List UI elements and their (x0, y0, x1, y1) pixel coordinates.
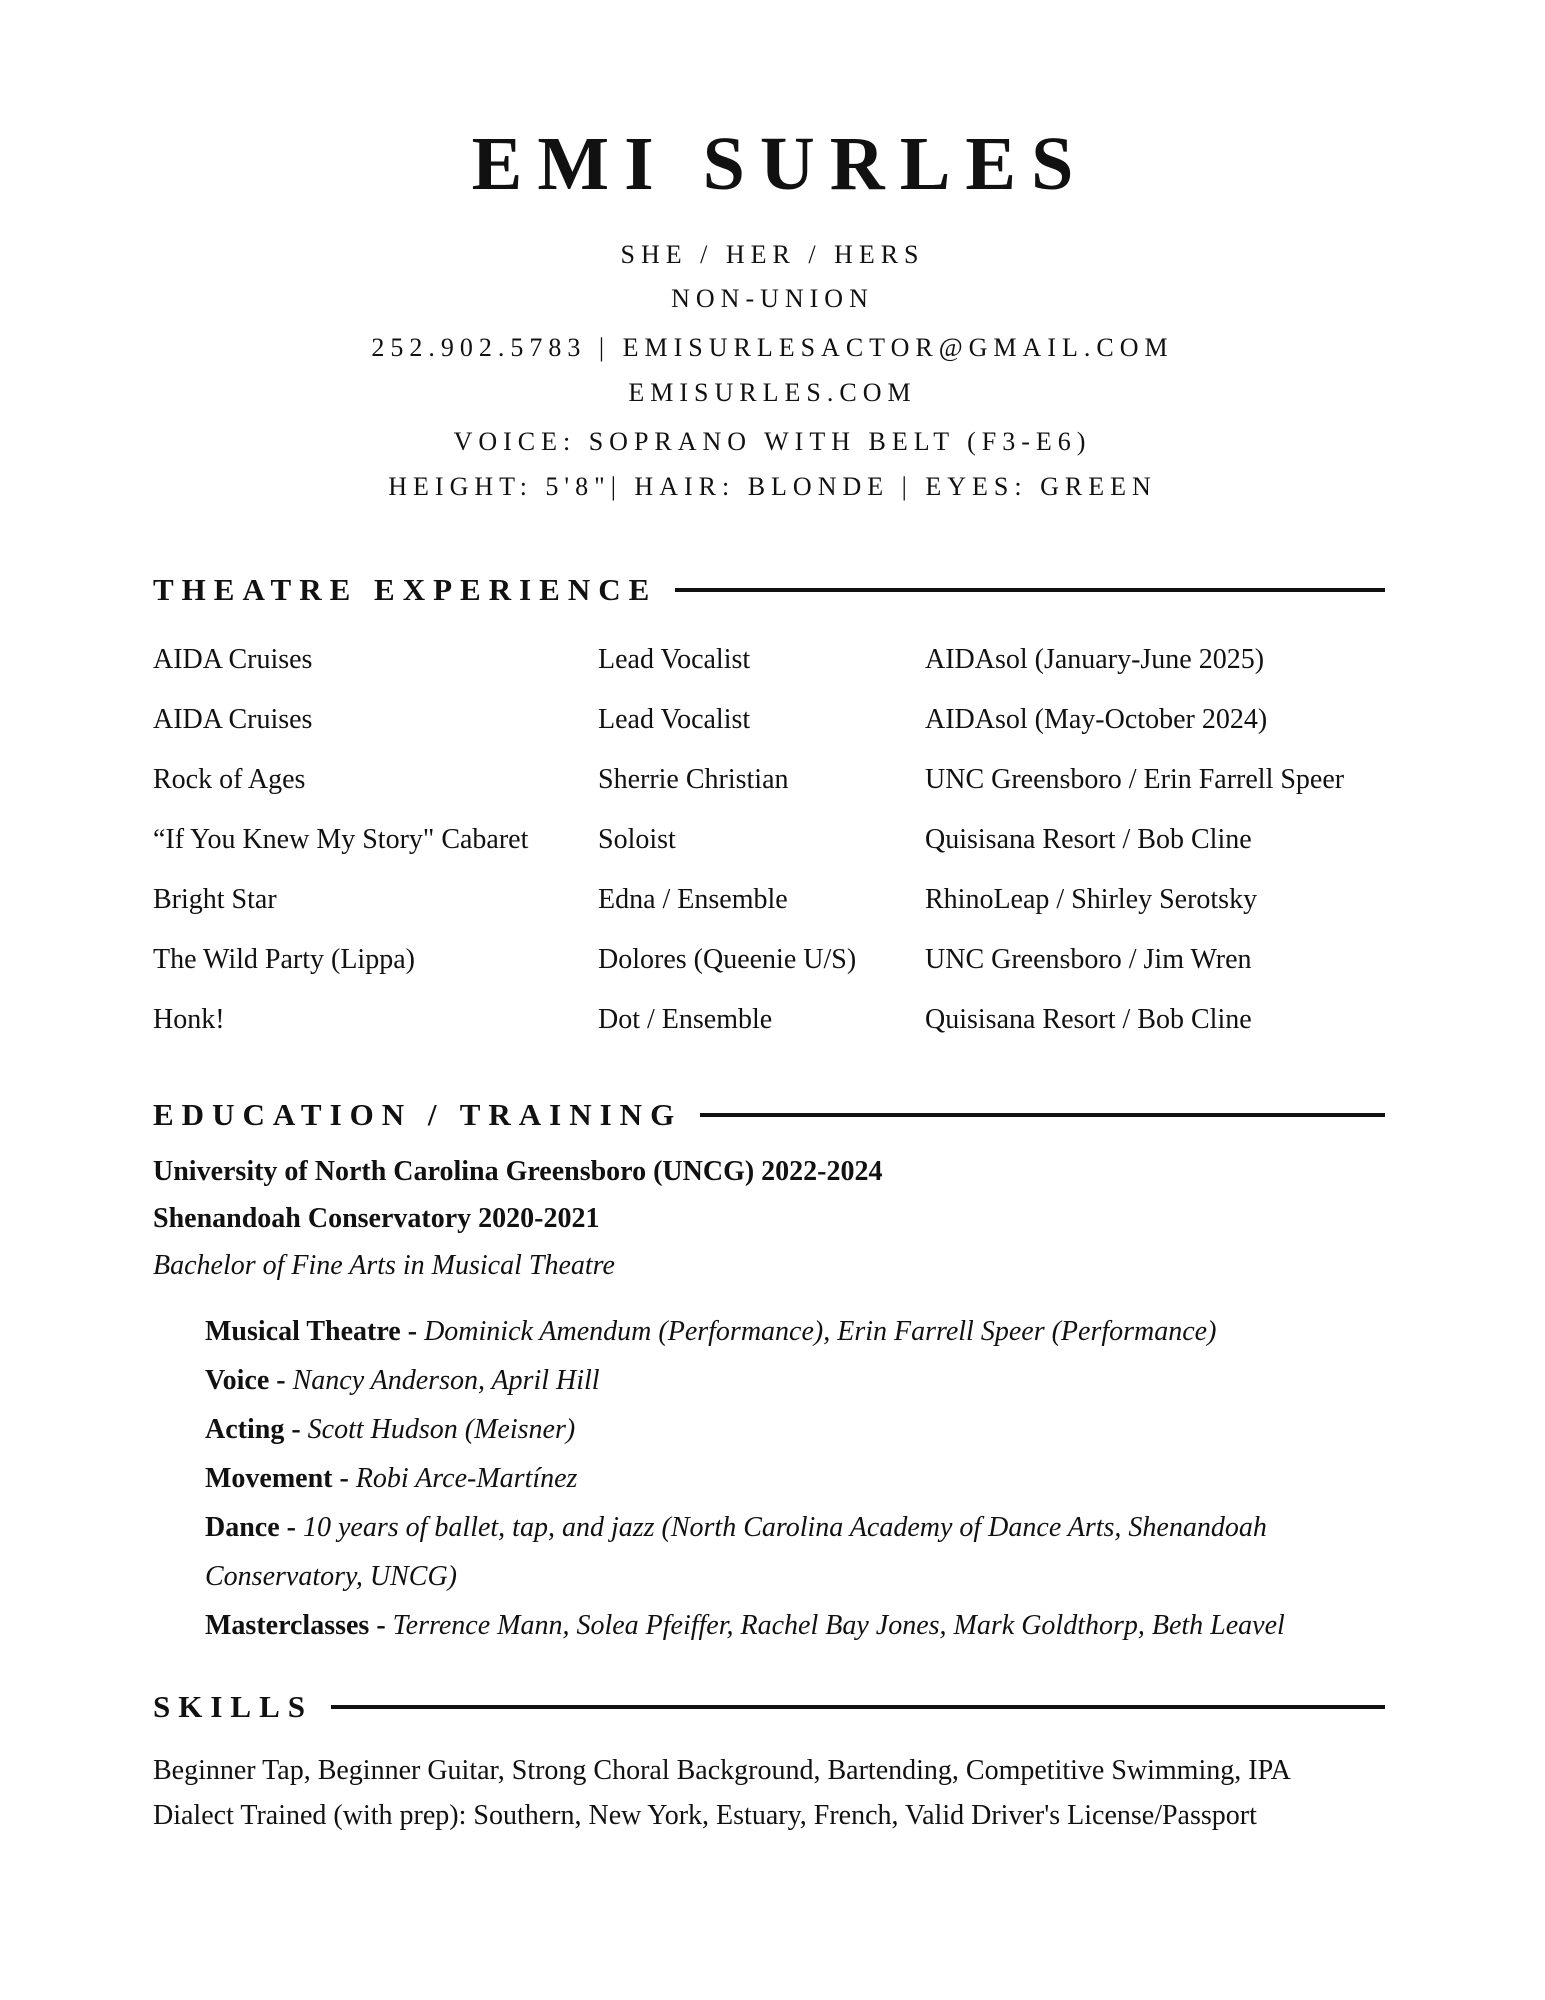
school-uncg: University of North Carolina Greensboro (UNCG) 2022-2024 (153, 1156, 883, 1187)
show-title: AIDA Cruises (153, 644, 313, 675)
role: Edna / Ensemble (598, 884, 788, 915)
degree: Bachelor of Fine Arts in Musical Theatre (153, 1250, 615, 1281)
training-masterclasses (205, 1601, 1395, 1650)
role: Dot / Ensemble (598, 1004, 773, 1035)
role: Sherrie Christian (598, 764, 789, 795)
training-movement (205, 1454, 1395, 1503)
pronouns: SHE / HER / HERS (620, 240, 925, 269)
section-divider (700, 1113, 1385, 1117)
union-status: NON-UNION (671, 284, 874, 313)
show-title: AIDA Cruises (153, 704, 313, 735)
role: Lead Vocalist (598, 644, 751, 675)
section-divider (675, 588, 1385, 592)
training-dance (205, 1503, 1395, 1601)
training-label: Movement - (205, 1463, 356, 1494)
show-title: “If You Knew My Story" Cabaret (153, 824, 529, 855)
venue: Quisisana Resort / Bob Cline (925, 1004, 1252, 1035)
skills-section-title: SKILLS (153, 1689, 314, 1724)
training-voice (205, 1356, 1395, 1405)
education-section-title: EDUCATION / TRAINING (153, 1097, 683, 1132)
show-title: Honk! (153, 1004, 225, 1035)
training-value: Terrence Mann, Solea Pfeiffer, Rachel Bay Jones, Mark Goldthorp, Beth Leavel (392, 1610, 1285, 1641)
voice-type: VOICE: SOPRANO WITH BELT (F3-E6) (453, 427, 1092, 456)
training-label: Dance - (205, 1512, 303, 1543)
resume-name: EMI SURLES (471, 122, 1089, 206)
training-label: Masterclasses - (205, 1610, 393, 1641)
role: Lead Vocalist (598, 704, 751, 735)
training-musical-theatre (205, 1307, 1395, 1356)
role: Soloist (598, 824, 676, 855)
school-shenandoah: Shenandoah Conservatory 2020-2021 (153, 1203, 600, 1234)
skills-section-header (153, 1691, 1385, 1722)
venue: RhinoLeap / Shirley Serotsky (925, 884, 1258, 915)
training-label: Musical Theatre - (205, 1316, 425, 1347)
training-value: 10 years of ballet, tap, and jazz (North Carolina Academy of Dance Arts, Shenandoah Conservatory, UNCG) (205, 1512, 1267, 1592)
venue: AIDAsol (January-June 2025) (925, 644, 1265, 675)
training-acting (205, 1405, 1395, 1454)
section-divider (331, 1705, 1385, 1709)
venue: AIDAsol (May-October 2024) (925, 704, 1268, 735)
show-title: Bright Star (153, 884, 277, 915)
training-value: Robi Arce-Martínez (355, 1463, 578, 1494)
venue: UNC Greensboro / Jim Wren (925, 944, 1252, 975)
training-value: Nancy Anderson, April Hill (292, 1365, 600, 1396)
venue: Quisisana Resort / Bob Cline (925, 824, 1252, 855)
skills-list: Beginner Tap, Beginner Guitar, Strong Choral Background, Bartending, Competitive Swimming, IPA Dialect Trained (with prep): Southern, New York, Estuary, French, Valid Driver's License/Passport (153, 1755, 1290, 1831)
show-title: Rock of Ages (153, 764, 306, 795)
venue: UNC Greensboro / Erin Farrell Speer (925, 764, 1345, 795)
training-value: Scott Hudson (Meisner) (307, 1414, 576, 1445)
contact-line: 252.902.5783 | EMISURLESACTOR@GMAIL.COM (371, 333, 1174, 362)
training-label: Acting - (205, 1414, 308, 1445)
physical-stats: HEIGHT: 5'8"| HAIR: BLONDE | EYES: GREEN (388, 472, 1157, 501)
theatre-section-title: THEATRE EXPERIENCE (153, 572, 658, 607)
theatre-section-header (153, 574, 1385, 605)
show-title: The Wild Party (Lippa) (153, 944, 415, 975)
training-label: Voice - (205, 1365, 293, 1396)
role: Dolores (Queenie U/S) (598, 944, 857, 975)
website: EMISURLES.COM (628, 378, 917, 407)
training-value: Dominick Amendum (Performance), Erin Farrell Speer (Performance) (424, 1316, 1217, 1347)
education-section-header (153, 1099, 1385, 1130)
